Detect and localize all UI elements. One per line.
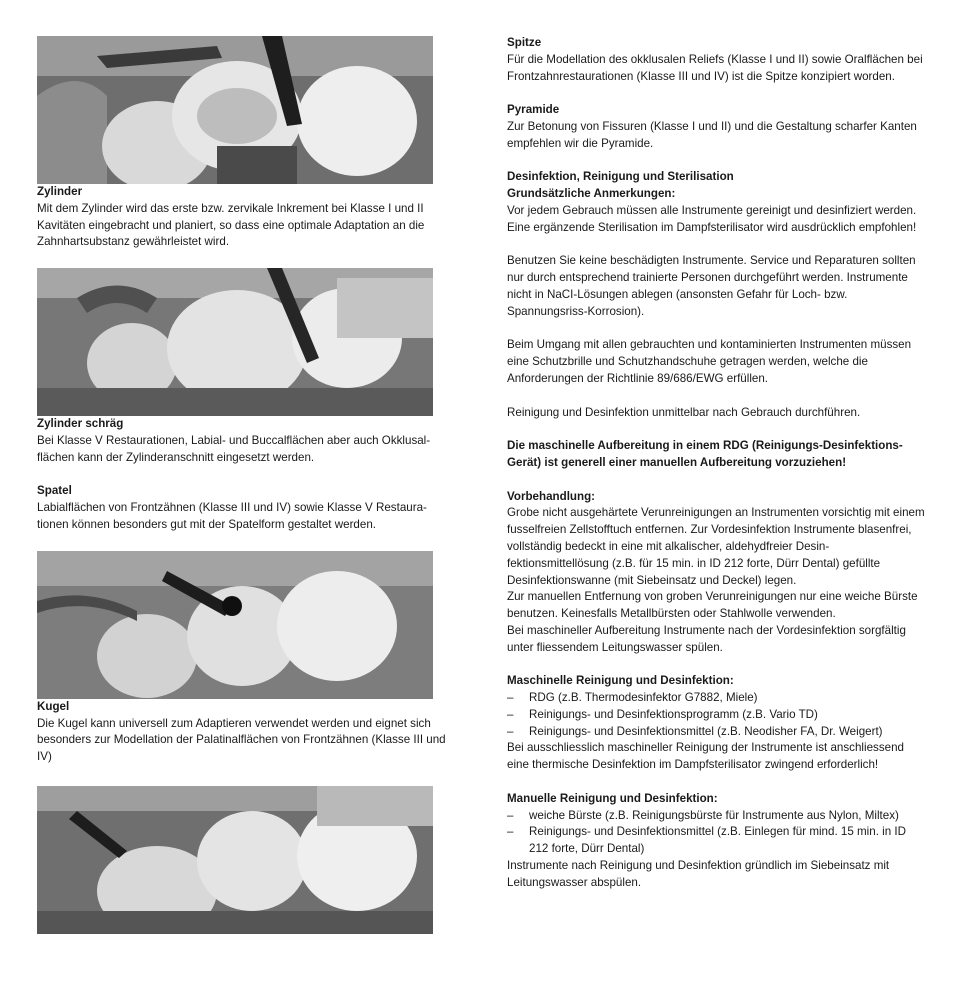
para-maschinell-hinweis: Die maschinelle Aufbereitung in einem RDG (Reinigungs-Desinfektions-Gerät) ist generell einer manuellen Aufbereitung vorzuziehen! [507,439,903,469]
manuelle-title: Manuelle Reinigung und Desinfektion: [507,791,718,805]
list-item-text: Reinigungs- und Desinfektionsmittel (z.B. Einlegen für mind. 15 min. in ID 212 forte, Dürr Dental) [529,825,906,856]
photo-kugel-graphic [37,551,433,699]
para-umgang: Beim Umgang mit allen gebrauchten und kontaminierten Instrumenten müssen eine Schutzbrille und Schutzhandschuhe getragen werden, welche die Anforderungen der Richtlinie 89/686/EWG erfüllen. [507,338,912,385]
maschinelle-text: Bei ausschliesslich maschineller Reinigung der Instrumente ist anschliessend eine thermische Desinfektion im Dampfsterilisator zwingend erforderlich! [507,741,904,772]
list-item [507,690,925,707]
dental-photo-zylinder [37,36,433,184]
para-unmittelbar: Reinigung und Desinfektion unmittelbar nach Gebrauch durchführen. [507,405,861,419]
kugel-text: Die Kugel kann universell zum Adaptieren verwendet werden und eignet sich besonders zur Modellation der Palatinalflächen von Frontzähnen (Klasse III und IV) [37,716,446,764]
zylinder-schraeg-text: Bei Klasse V Restaurationen, Labial- und Buccalflächen aber auch Okklusalflächen kann der Zylinderanschnitt eingesetzt werden. [37,433,431,464]
list-item-text: Reinigungs- und Desinfektionsprogramm (z.B. Vario TD) [529,707,818,721]
maschinelle-title: Maschinelle Reinigung und Desinfektion: [507,674,734,688]
list-item [507,724,925,741]
list-item [507,707,925,724]
vorbehandlung-text-3: Bei maschineller Aufbereitung Instrumente nach der Vordesinfektion sorgfältig unter fliessendem Leitungswasser spülen. [507,623,906,654]
pyramide-text: Zur Betonung von Fissuren (Klasse I und II) und die Gestaltung scharfer Kanten empfehlen wir die Pyramide. [507,119,917,150]
dental-photo-zylinder-schraeg [37,268,433,416]
list-dash: – [507,724,514,738]
photo-zylinder-schraeg-graphic [37,268,433,416]
left-column [37,36,449,934]
grundsaetzlich-title: Grundsätzliche Anmerkungen: [507,187,676,201]
zylinder-title: Zylinder [37,185,83,198]
list-item-text: Reinigungs- und Desinfektionsmittel (z.B. Neodisher FA, Dr. Weigert) [529,724,883,738]
para-beschaedigt: Benutzen Sie keine beschädigten Instrumente. Service und Reparaturen sollten nur durch entsprechend trainierte Personen durchgeführt werden. Instrumente nicht in NaCI-Lösungen ablegen (ansonsten Gefahr für Loch- bzw. Spannungsriss-Korrosion). [507,254,916,318]
vorbehandlung-title: Vorbehandlung: [507,489,596,503]
zylinder-schraeg-title: Zylinder schräg [37,417,124,431]
list-dash: – [507,707,514,721]
list-item-text: RDG (z.B. Thermodesinfektor G7882, Miele) [529,691,758,705]
photo-spitze-graphic [37,786,433,934]
spatel-text: Labialflächen von Frontzähnen (Klasse III und IV) sowie Klasse V Restaurationen können besonders gut mit der Spatelform gestaltet werden. [37,501,427,531]
list-dash: – [507,691,514,705]
photo-zylinder-graphic [37,36,433,184]
list-dash: – [507,825,514,839]
spitze-text: Für die Modellation des okklusalen Reliefs (Klasse I und II) sowie Oralflächen bei Frontzahnrestaurationen (Klasse III und IV) ist die Spitze konzipiert worden. [507,52,923,83]
spatel-title: Spatel [37,484,72,498]
grundsaetzlich-text: Vor jedem Gebrauch müssen alle Instrumente gereinigt und desinfiziert werden. Eine ergänzende Sterilisation im Dampfsterilisator wird ausdrücklich empfohlen! [507,203,917,234]
zylinder-text: Mit dem Zylinder wird das erste bzw. zervikale Inkrement bei Klasse I und II Kavitäten eingebracht und planiert, so dass eine optimale Adaptation an die Zahnhartsubstanz gewährleistet wird. [37,201,425,249]
desinfektion-title: Desinfektion, Reinigung und Sterilisation [507,170,734,184]
right-column [507,35,925,892]
dental-photo-spitze [37,786,433,934]
kugel-title: Kugel [37,699,70,713]
vorbehandlung-text-1: Grobe nicht ausgehärtete Verunreinigungen an Instrumenten vorsichtig mit einem fusselfreien Zellstofftuch entfernen. Zur Vordesinfektion Instrumente blasenfrei, vollständig bedeckt in eine mit alkalischer, aldehydfreier Desinfektionsmittellösung (z.B. für 15 min. in ID 212 forte, Dürr Dental) gefüllte Desinfektionswanne (mit Siebeinsatz und Deckel) legen. [507,506,925,587]
list-dash: – [507,808,514,822]
manuelle-text: Instrumente nach Reinigung und Desinfektion gründlich im Siebeinsatz mit Leitungswasser abspülen. [507,859,890,889]
list-item [507,808,925,825]
pyramide-title: Pyramide [507,103,560,117]
list-item-text: weiche Bürste (z.B. Reinigungsbürste für Instrumente aus Nylon, Miltex) [529,808,899,822]
list-item [507,824,925,858]
vorbehandlung-text-2: Zur manuellen Entfernung von groben Verunreinigungen nur eine weiche Bürste benutzen. Keinesfalls Metallbürsten oder Stahlwolle verwenden. [507,590,918,621]
dental-photo-kugel [37,551,433,699]
spitze-title: Spitze [507,36,542,49]
